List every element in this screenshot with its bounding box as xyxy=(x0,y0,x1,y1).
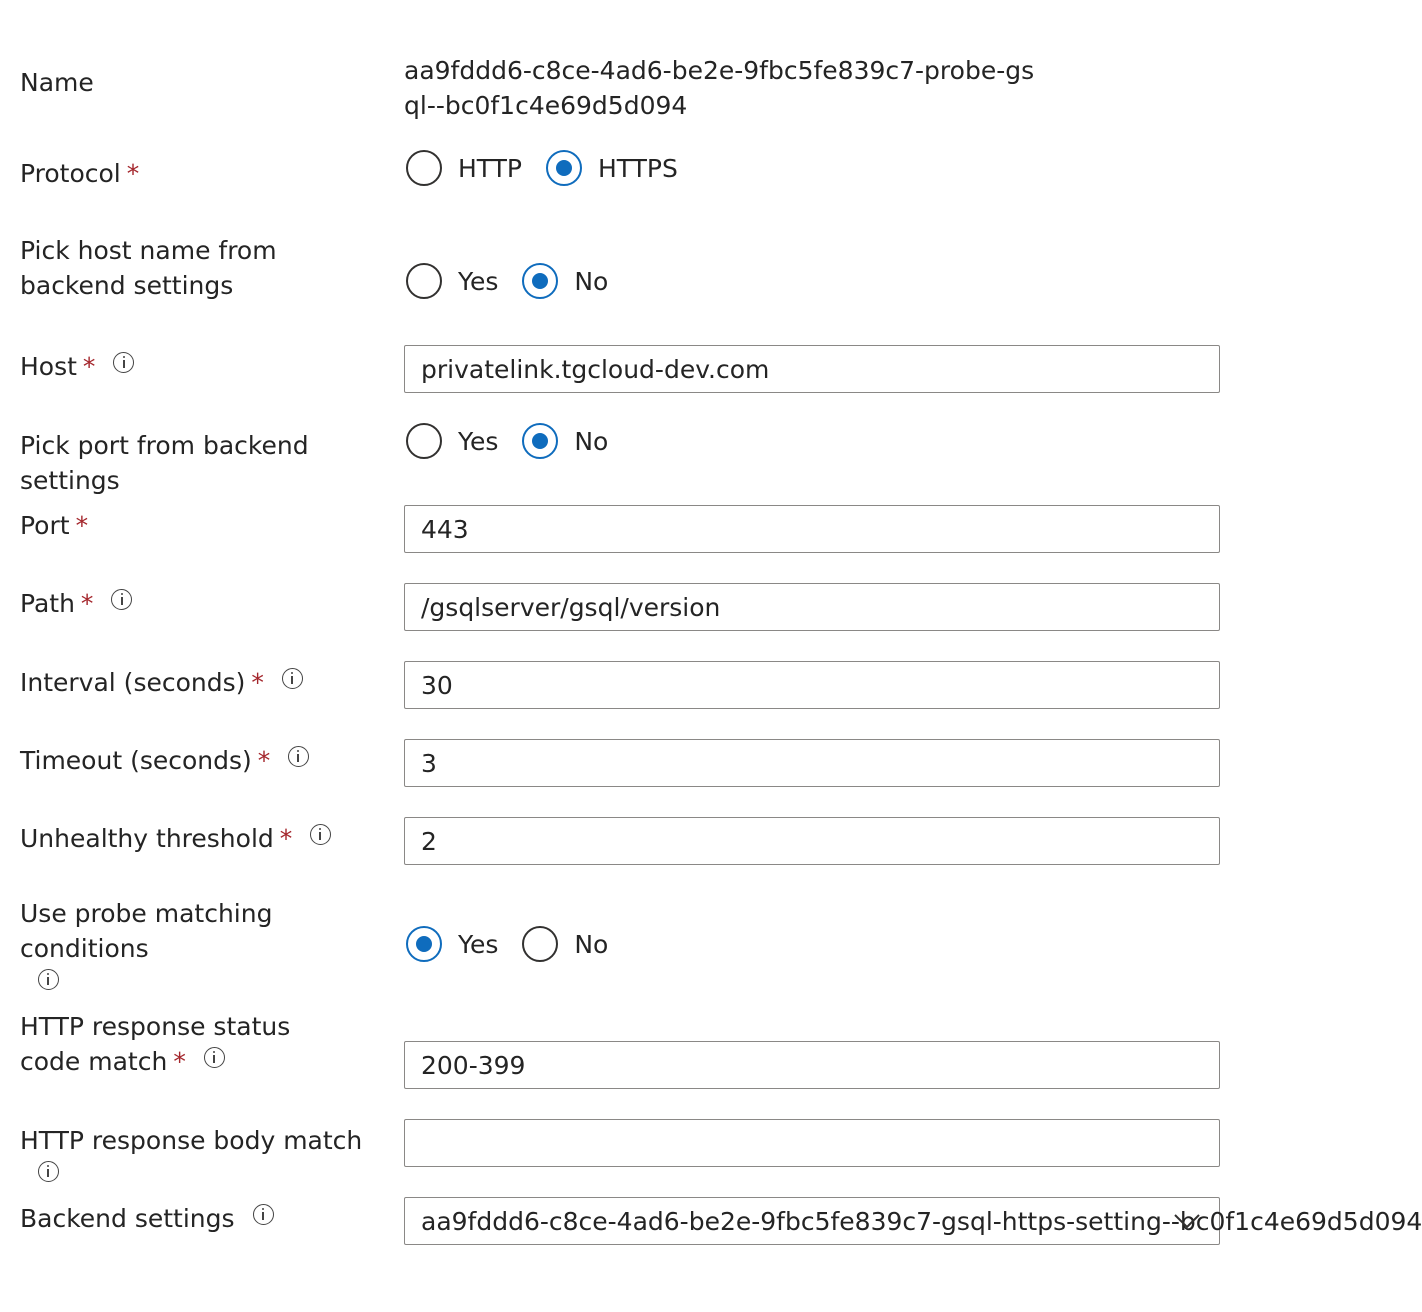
pick-port-radio-group xyxy=(406,422,632,460)
info-icon[interactable] xyxy=(38,1161,59,1182)
port-label: Port * xyxy=(20,511,89,540)
probe-matching-label: Use probe matching conditions xyxy=(20,896,395,1001)
required-asterisk: * xyxy=(173,1047,186,1076)
status-code-match-label: HTTP response status code match * xyxy=(20,1012,291,1076)
radio-button[interactable] xyxy=(406,263,442,299)
required-asterisk: * xyxy=(279,824,293,853)
chevron-down-icon xyxy=(1173,1212,1201,1230)
radio-button-selected[interactable] xyxy=(406,926,442,962)
backend-settings-label: Backend settings xyxy=(20,1201,390,1236)
protocol-label: Protocol * xyxy=(20,159,140,188)
radio-button-selected[interactable] xyxy=(546,150,582,186)
radio-button[interactable] xyxy=(522,926,558,962)
pick-host-radio-group xyxy=(406,262,632,300)
radio-button[interactable] xyxy=(406,150,442,186)
required-asterisk: * xyxy=(75,511,89,540)
interval-label: Interval (seconds) * xyxy=(20,665,390,700)
info-icon[interactable] xyxy=(282,668,303,689)
host-label: Host * xyxy=(20,349,390,384)
required-asterisk: * xyxy=(251,668,264,697)
probe-matching-option-no[interactable]: No xyxy=(522,926,608,962)
info-icon[interactable] xyxy=(204,1047,225,1068)
required-asterisk: * xyxy=(257,746,271,775)
path-input[interactable] xyxy=(404,583,1220,631)
radio-button-selected[interactable] xyxy=(522,263,558,299)
timeout-input[interactable] xyxy=(404,739,1220,787)
pick-port-option-no[interactable]: No xyxy=(522,423,608,459)
host-input[interactable] xyxy=(404,345,1220,393)
info-icon[interactable] xyxy=(310,824,331,845)
required-asterisk: * xyxy=(82,352,96,381)
backend-settings-selected-value: aa9fddd6-c8ce-4ad6-be2e-9fbc5fe839c7-gsql-https-setting--bc0f1c4e69d5d094 xyxy=(421,1206,1422,1236)
pick-port-option-yes[interactable]: Yes xyxy=(406,423,498,459)
required-asterisk: * xyxy=(126,159,140,188)
body-match-label: HTTP response body match xyxy=(20,1123,390,1193)
port-input[interactable] xyxy=(404,505,1220,553)
backend-settings-dropdown[interactable] xyxy=(404,1197,1422,1245)
path-label: Path * xyxy=(20,586,390,621)
timeout-label: Timeout (seconds) * xyxy=(20,743,390,778)
radio-button-selected[interactable] xyxy=(522,423,558,459)
name-label: Name xyxy=(20,68,94,97)
pick-host-option-no[interactable]: No xyxy=(522,263,608,299)
radio-button[interactable] xyxy=(406,423,442,459)
pick-host-label: Pick host name from backend settings xyxy=(20,236,277,300)
protocol-radio-group xyxy=(406,149,702,187)
required-asterisk: * xyxy=(80,589,94,618)
protocol-option-https[interactable]: HTTPS xyxy=(546,150,678,186)
unhealthy-threshold-input[interactable] xyxy=(404,817,1220,865)
probe-matching-option-yes[interactable]: Yes xyxy=(406,926,498,962)
info-icon[interactable] xyxy=(111,589,132,610)
name-value: aa9fddd6-c8ce-4ad6-be2e-9fbc5fe839c7-probe-gsql--bc0f1c4e69d5d094 xyxy=(404,56,1035,120)
pick-host-option-yes[interactable]: Yes xyxy=(406,263,498,299)
info-icon[interactable] xyxy=(288,746,309,767)
info-icon[interactable] xyxy=(113,352,134,373)
interval-input[interactable] xyxy=(404,661,1220,709)
probe-matching-radio-group xyxy=(406,925,632,963)
info-icon[interactable] xyxy=(253,1204,274,1225)
info-icon[interactable] xyxy=(38,969,59,990)
body-match-input[interactable] xyxy=(404,1119,1220,1167)
unhealthy-threshold-label: Unhealthy threshold * xyxy=(20,821,390,856)
pick-port-label: Pick port from backend settings xyxy=(20,431,309,495)
protocol-option-http[interactable]: HTTP xyxy=(406,150,522,186)
status-code-match-input[interactable] xyxy=(404,1041,1220,1089)
